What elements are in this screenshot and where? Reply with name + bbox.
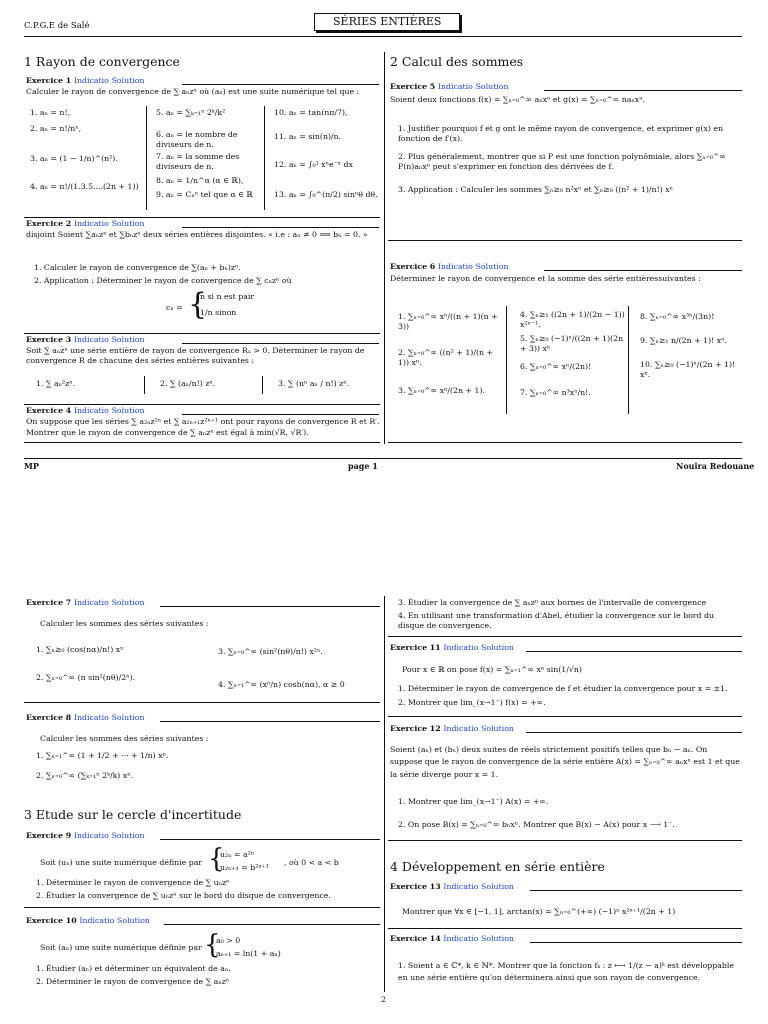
exercise-label: Exercice 13 [390, 882, 441, 891]
exercise-separator [388, 636, 742, 637]
exercise-10-text: Soit (aₙ) une suite numérique définie par [40, 943, 202, 952]
list-item: 4. En utilisant une transformation d'Abel, étudier la convergence sur le bord du disque de convergence. [398, 611, 715, 631]
indication-link[interactable]: Indicatio [443, 934, 479, 943]
exercise-4-text-2: Montrer que le rayon de convergence de ∑ aₙzⁿ est égal à min(√R, √R′). [26, 428, 309, 437]
indication-link[interactable]: Indicatio [437, 262, 473, 271]
solution-link[interactable]: Solution [481, 882, 514, 891]
exercise-9-header [26, 831, 145, 841]
exercise-separator [388, 240, 742, 241]
exercise-6-col2 [520, 310, 628, 398]
solution-link[interactable]: Solution [111, 831, 145, 840]
cn-case-2: 1/n sinon [200, 308, 237, 317]
exercise-separator [388, 928, 742, 929]
list-item: 1. Calculer le rayon de convergence de ∑(aₙ + bₙ)zⁿ. [34, 263, 241, 272]
indication-link[interactable]: Indicatio [79, 916, 115, 925]
list-item: 1. aₙ = n!, [30, 108, 71, 117]
exercise-12-text: Soient (aₙ) et (bₙ) deux suites de réels strictement positifs telles que bₙ ∼ aₙ. On suppose que le rayon de convergence de la série entière A(x) = ∑ₙ₌₀^∞ aₙxⁿ est 1 et que la série diverge pour x = 1. [390, 745, 740, 779]
list-item: 10. aₙ = tan(nπ/7), [274, 108, 348, 117]
section-3-title: 3 Etude sur le cercle d'incertitude [24, 807, 242, 822]
exercise-separator [24, 907, 380, 908]
school-name: C.P.G.E de Salé [24, 21, 90, 31]
exercise-11-header [390, 643, 514, 653]
list-item: 7. aₙ = la somme des diviseurs de n. [156, 152, 240, 172]
indication-link[interactable]: Indicatio [73, 831, 109, 840]
list-item: 5. aₙ = ∑ₖ₌₁ⁿ 2ᵏ/k² [156, 108, 226, 117]
list-divider [144, 376, 145, 394]
solution-link[interactable]: Solution [475, 262, 509, 271]
exercise-6-text: Déterminer le rayon de convergence et la somme des série entièressuivantes : [390, 274, 701, 283]
exercise-4-header [26, 406, 145, 416]
exercise-rule [182, 343, 379, 344]
exercise-1-col2 [156, 108, 264, 200]
exercise-7-text: Calculer les sommes des séries suivantes : [40, 619, 209, 628]
list-item: 5. ∑ₙ≥₀ (−1)ⁿ/((2n + 1)(2n + 3)) xⁿ [520, 334, 624, 354]
list-divider [506, 306, 507, 414]
exercise-rule [160, 606, 380, 607]
list-item: 1. ∑ aₙ²zⁿ. [36, 379, 76, 388]
exercise-2-header [26, 219, 145, 229]
exercise-4-text-1: On suppose que les séries ∑ a₂ₙz²ⁿ et ∑ a₂ₙ₊₁z²ⁿ⁺¹ ont pour rayons de convergence R et R′. [26, 417, 380, 426]
page-number: 2 [381, 995, 386, 1004]
list-divider [628, 306, 629, 414]
footer-page: page 1 [348, 461, 378, 471]
header-rule [24, 36, 742, 37]
list-item: 3. Application : Calculer les sommes ∑ₙ≥₀ n²xⁿ et ∑ₙ≥₀ ((n² + 1)/n!) xⁿ [398, 184, 674, 194]
list-item: 2. aₙ = n!/nⁿ, [30, 124, 82, 133]
exercise-7-header [26, 598, 145, 608]
exercise-1-header [26, 76, 145, 86]
exercise-5-text: Soient deux fonctions f(x) = ∑ₙ₌₀^∞ aₙxⁿ et g(x) = ∑ₙ₌₀^∞ naₙxⁿ. [390, 95, 646, 104]
exercise-2-list [34, 263, 380, 286]
list-item: 1. Étudier (aₙ) et déterminer un équivalent de aₙ. [36, 964, 231, 973]
solution-link[interactable]: Solution [111, 76, 145, 85]
list-item: 2. Montrer que lim_(x→1⁻) f(x) = +∞. [398, 698, 546, 707]
exercise-3-text: Soit ∑ aₙzⁿ une série entière de rayon de convergence Rₐ > 0. Déterminer le rayon de convergence R de chacune des séries entières suivantes : [26, 346, 365, 366]
list-item: 9. aₙ = Cₙⁿ tel que α ∈ ℝ [156, 190, 253, 199]
exercise-rule [182, 84, 379, 85]
list-item: 3. ∑ₙ₌₀^∞ xⁿ/(2n + 1). [398, 386, 485, 395]
indication-link[interactable]: Indicatio [443, 882, 479, 891]
section-2-title: 2 Calcul des sommes [390, 54, 524, 69]
list-item: 2. ∑ₙ₌₀^∞ (∑ₖ₌₁ⁿ 2ᵏ/k) xⁿ. [36, 771, 134, 780]
exercise-separator [24, 404, 380, 405]
solution-link[interactable]: Solution [481, 643, 514, 652]
indication-link[interactable]: Indicatio [443, 643, 479, 652]
u-condition: , où 0 < a < b [284, 858, 339, 867]
exercise-separator [24, 333, 380, 334]
list-item: 1. Justifier pourquoi f et g ont le même rayon de convergence, et exprimer g(x) en fonction de f′(x). [398, 124, 723, 144]
exercise-12-header [390, 724, 514, 734]
list-item: 8. aₙ = 1/n^α (α ∈ ℝ), [156, 176, 244, 185]
exercise-6-col1 [398, 312, 502, 396]
indication-link[interactable]: Indicatio [73, 335, 109, 344]
list-divider [262, 376, 263, 394]
list-item: 1. Montrer que lim_(x→1⁻) A(x) = +∞. [398, 797, 549, 806]
exercise-label: Exercice 9 [26, 831, 72, 840]
exercise-label: Exercice 10 [26, 916, 77, 925]
list-item: 1. Déterminer le rayon de convergence de ∑ uₙzⁿ [36, 878, 230, 887]
list-item: 4. aₙ = n!/(1.3.5....(2n + 1)) [30, 182, 139, 191]
solution-link[interactable]: Solution [111, 713, 145, 722]
a-case-2: aₙ₊₁ = ln(1 + aₙ) [216, 949, 281, 958]
solution-link[interactable]: Solution [111, 598, 145, 607]
list-item: 8. ∑ₙ₌₀^∞ x³ⁿ/(3n)! [640, 312, 715, 321]
exercise-label: Exercice 3 [26, 335, 72, 344]
exercise-rule [526, 732, 742, 733]
list-item: 13. aₙ = ∫₀^(π/2) sinⁿθ dθ, [274, 190, 378, 199]
list-item: 3. ∑ (nⁿ aₙ / n!) zⁿ. [278, 379, 350, 388]
exercise-rule [544, 270, 742, 271]
solution-link[interactable]: Solution [117, 916, 150, 925]
exercise-1-text: Calculer le rayon de convergence de ∑ aₙzⁿ où (aₙ) est une suite numérique tel que : [26, 87, 360, 96]
indication-link[interactable]: Indicatio [73, 598, 109, 607]
list-item: 2. Plus généralement, montrer que si P est une fonction polynômiale, alors ∑ₙ₌₀^∞ P(n)aₙxⁿ peut s'exprimer en fonction des dérivées de f. [398, 152, 726, 172]
list-item: 2. Étudier la convergence de ∑ uₙzⁿ sur le bord du disque de convergence. [36, 891, 331, 900]
indication-link[interactable]: Indicatio [73, 219, 109, 228]
list-item: 4. ∑ₙ≥₁ ((2n + 1)/(2n − 1)) x²ⁿ⁻¹. [520, 310, 625, 330]
exercise-5-header [390, 82, 509, 92]
exercise-14-text: 1. Soient a ∈ ℂ*, k ∈ ℕ*. Montrer que la fonction fₖ : z ⟼ 1/(z − a)ᵏ est développable en une série entière qu'on déterminera ainsi que son rayon de convergence. [398, 961, 735, 983]
list-item: 6. ∑ₙ₌₀^∞ xⁿ/(2n)! [520, 362, 592, 371]
solution-link[interactable]: Solution [475, 82, 509, 91]
list-item: 10. ∑ₙ≥₀ (−1)ⁿ/(2n + 1)! xⁿ. [640, 360, 736, 380]
solution-link[interactable]: Solution [481, 934, 514, 943]
exercise-separator [388, 442, 742, 443]
list-item: 2. ∑ₙ₌₀^∞ ((n² + 1)/(n + 1)) xⁿ. [398, 348, 494, 368]
column-divider [384, 596, 385, 992]
exercise-rule [164, 924, 380, 925]
u-case-1: u₂ₙ = a²ⁿ [220, 850, 255, 859]
exercise-6-header [390, 262, 509, 272]
exercise-separator [24, 442, 380, 443]
indication-link[interactable]: Indicatio [443, 724, 479, 733]
exercise-13-text: Montrer que ∀x ∈ [−1, 1], arctan(x) = ∑ₙ₌₀^(+∞) (−1)ⁿ x²ⁿ⁺¹/(2n + 1) [402, 907, 676, 916]
exercise-label: Exercice 5 [390, 82, 436, 91]
solution-link[interactable]: Solution [481, 724, 514, 733]
exercise-8-text: Calculer les sommes des séries suivantes : [40, 734, 209, 743]
exercise-1-col3 [274, 108, 382, 200]
document-title: SÉRIES ENTIÈRES [314, 13, 460, 31]
brace: { [204, 930, 221, 960]
exercise-11-text: Pour x ∈ ℝ on pose f(x) = ∑ₙ₌₁^∞ xⁿ sin(1/√n) [402, 665, 582, 674]
list-item: 7. ∑ₙ₌₀^∞ n³xⁿ/n!. [520, 388, 591, 397]
indication-link[interactable]: Indicatio [437, 82, 473, 91]
exercise-label: Exercice 6 [390, 262, 436, 271]
list-item: 2. On pose B(x) = ∑ₙ₌₀^∞ bₙxⁿ. Montrer que B(x) ∼ A(x) pour x ⟶ 1⁻. [398, 820, 675, 829]
exercise-6-col3 [640, 312, 742, 380]
exercise-8-header [26, 713, 145, 723]
exercise-rule [530, 890, 742, 891]
list-item: 1. ∑ₙ₌₀^∞ xⁿ/((n + 1)(n + 3)) [398, 312, 498, 332]
exercise-rule [182, 414, 379, 415]
footer-left: MP [24, 461, 39, 471]
exercise-label: Exercice 2 [26, 219, 72, 228]
exercise-label: Exercice 4 [26, 406, 72, 415]
exercise-separator [388, 840, 742, 841]
u-case-2: u₂ₙ₊₁ = b²ⁿ⁺¹ [220, 863, 269, 872]
list-item: 1. ∑ₙ≥₀ (cos(nα)/n!) xⁿ [36, 645, 124, 654]
exercise-label: Exercice 14 [390, 934, 441, 943]
exercise-14-header [390, 934, 514, 944]
exercise-label: Exercice 8 [26, 713, 72, 722]
exercise-rule [160, 839, 380, 840]
indication-link[interactable]: Indicatio [73, 406, 109, 415]
list-item: 6. aₙ = le nombre de diviseurs de n. [156, 130, 238, 150]
exercise-5-list [398, 124, 742, 195]
list-item: 12. aₙ = ∫₀¹ xⁿe⁻ˣ dx [274, 160, 353, 169]
list-item: 4. ∑ₙ₌₁^∞ (xⁿ/n) cosh(nα), α ≥ 0 [218, 680, 345, 689]
list-item: 2. Application : Déterminer le rayon de convergence de ∑ cₙzⁿ où [34, 276, 292, 286]
cn-case-1: n si n est pair [200, 292, 255, 301]
exercise-2-text: disjoint Soient ∑aₙzⁿ et ∑bₙzⁿ deux séries entières disjointes. « i.e : aₙ ≠ 0 ⟹ bₙ = 0. » [26, 230, 368, 239]
indication-link[interactable]: Indicatio [73, 713, 109, 722]
list-divider [264, 106, 265, 210]
exercise-rule [160, 721, 380, 722]
solution-link[interactable]: Solution [111, 219, 145, 228]
section-4-title: 4 Développement en série entière [390, 859, 605, 874]
list-item: 11. aₙ = sin(n)/n. [274, 132, 342, 141]
exercise-label: Exercice 7 [26, 598, 72, 607]
exercise-9-text: Soit (uₙ) une suite numérique définie par [40, 858, 203, 867]
list-item: 2. ∑ₙ₌₀^∞ (n sin²(nθ)/2ⁿ). [36, 673, 136, 682]
exercise-10-header [26, 916, 150, 926]
exercise-label: Exercice 11 [390, 643, 441, 652]
exercise-rule [526, 651, 742, 652]
exercise-separator [24, 702, 380, 703]
list-item: 3. ∑ₙ₌₀^∞ (sin²(nθ)/n!) x²ⁿ. [218, 647, 323, 656]
exercise-3-header [26, 335, 145, 345]
brace: { [208, 844, 225, 874]
exercise-13-header [390, 882, 514, 892]
footer-rule [24, 458, 742, 459]
brace: { [188, 287, 208, 322]
list-item: 1. ∑ₙ₌₁^∞ (1 + 1/2 + ··· + 1/n) xⁿ. [36, 751, 169, 760]
footer-author: Nouira Redouane [676, 461, 755, 471]
list-item: 9. ∑ₙ≥₁ n/(2n + 1)! xⁿ. [640, 336, 728, 345]
list-item: 3. Étudier la convergence de ∑ aₙzⁿ aux bornes de l'intervalle de convergence [398, 598, 707, 607]
column-divider [384, 52, 385, 444]
cn-label: cₙ = [166, 303, 183, 312]
exercise-separator [388, 716, 742, 717]
list-divider [146, 106, 147, 210]
exercise-label: Exercice 1 [26, 76, 72, 85]
list-item: 2. ∑ (aₙ/n!) zⁿ. [160, 379, 216, 388]
a-case-1: a₀ > 0 [216, 936, 241, 945]
solution-link[interactable]: Solution [111, 335, 145, 344]
exercise-separator [24, 217, 380, 218]
exercise-rule [182, 227, 379, 228]
list-item: 1. Déterminer le rayon de convergence de f et étudier la convergence pour x = ±1. [398, 684, 728, 693]
exercise-label: Exercice 12 [390, 724, 441, 733]
exercise-1-col1 [30, 108, 142, 192]
exercise-rule [530, 942, 742, 943]
indication-link[interactable]: Indicatio [73, 76, 109, 85]
exercise-rule [544, 90, 742, 91]
list-item: 3. aₙ = (1 − 1/n)^(n²). [30, 154, 118, 163]
section-1-title: 1 Rayon de convergence [24, 54, 180, 69]
solution-link[interactable]: Solution [111, 406, 145, 415]
list-item: 2. Déterminer le rayon de convergence de ∑ aₙzⁿ [36, 977, 230, 986]
